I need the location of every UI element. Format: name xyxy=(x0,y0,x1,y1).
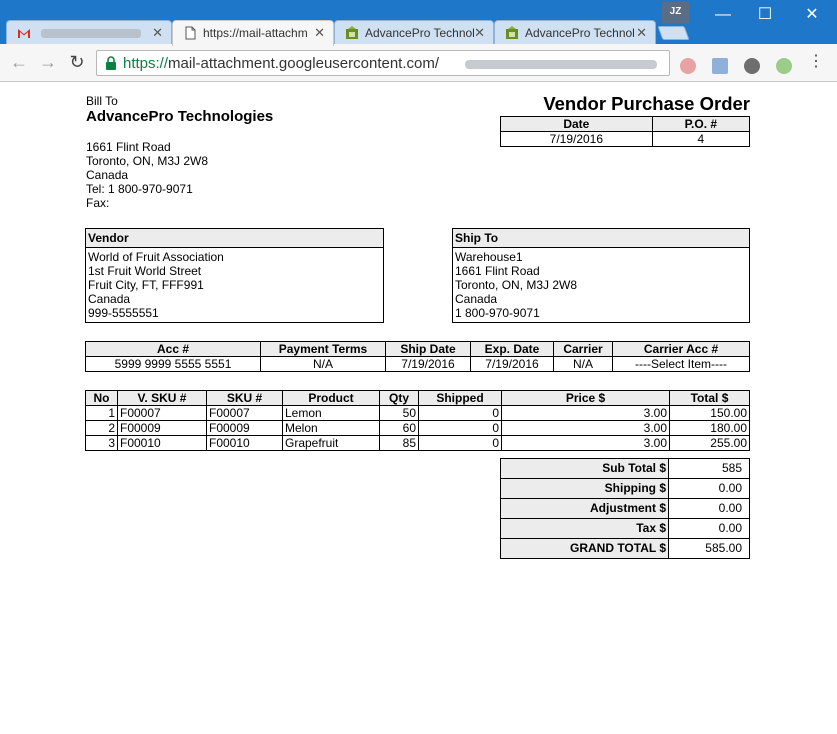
browser-toolbar xyxy=(0,44,837,82)
line-total: 150.00 xyxy=(670,406,750,421)
shipped: 0 xyxy=(419,406,502,421)
tax-value: 0.00 xyxy=(669,519,750,539)
close-icon[interactable]: ✕ xyxy=(314,25,325,40)
shipping-value: 0.00 xyxy=(669,479,750,499)
terms-header: Carrier Acc # xyxy=(613,342,750,357)
line-total: 255.00 xyxy=(670,436,750,451)
profile-button[interactable]: JZ xyxy=(662,2,689,23)
tab-gmail[interactable] xyxy=(6,20,172,45)
ship-date: 7/19/2016 xyxy=(386,357,471,372)
address-line: 999-5555551 xyxy=(88,306,159,320)
items-header: V. SKU # xyxy=(118,391,207,406)
close-icon[interactable]: ✕ xyxy=(152,25,163,40)
new-tab-button[interactable] xyxy=(657,26,689,40)
table-row xyxy=(86,421,750,436)
menu-icon[interactable]: ⋮ xyxy=(808,53,824,70)
price: 3.00 xyxy=(502,436,670,451)
line-total: 180.00 xyxy=(670,421,750,436)
page-icon xyxy=(183,26,197,40)
reload-icon[interactable]: ↻ xyxy=(69,52,85,72)
tab-mail-attachment[interactable] xyxy=(172,20,334,46)
terms-table xyxy=(85,341,750,372)
address-line: Canada xyxy=(86,168,129,182)
po-number: 4 xyxy=(652,132,749,147)
subtotal-label: Sub Total $ xyxy=(501,459,669,479)
table-row xyxy=(86,406,750,421)
address-line: 1661 Flint Road xyxy=(86,140,171,154)
carrier-account-select: ----Select Item---- xyxy=(613,357,750,372)
po-header-table xyxy=(500,116,750,147)
product: Lemon xyxy=(283,406,380,421)
vendor-sku: F00010 xyxy=(118,436,207,451)
address-line: Canada xyxy=(88,292,131,306)
items-header: SKU # xyxy=(207,391,283,406)
advancepro-icon xyxy=(345,26,359,40)
shipped: 0 xyxy=(419,436,502,451)
price: 3.00 xyxy=(502,421,670,436)
extension-icon[interactable] xyxy=(712,58,728,74)
adjustment-value: 0.00 xyxy=(669,499,750,519)
page-title: Vendor Purchase Order xyxy=(543,93,750,114)
url-text xyxy=(123,55,439,72)
tax-row xyxy=(501,519,750,539)
vendor-sku: F00007 xyxy=(118,406,207,421)
items-header: Shipped xyxy=(419,391,502,406)
gmail-icon xyxy=(17,26,31,40)
address-line: 1661 Flint Road xyxy=(455,264,540,278)
address-line: Canada xyxy=(455,292,498,306)
po-date: 7/19/2016 xyxy=(501,132,653,147)
maximize-button[interactable]: ☐ xyxy=(757,6,773,23)
tab-advancepro-2[interactable] xyxy=(494,20,656,45)
grand-total-row xyxy=(501,539,750,559)
terms-header: Acc # xyxy=(86,342,261,357)
sku: F00010 xyxy=(207,436,283,451)
po-number-header: P.O. # xyxy=(652,117,749,132)
items-header: Total $ xyxy=(670,391,750,406)
line-number: 2 xyxy=(86,421,118,436)
line-number: 3 xyxy=(86,436,118,451)
quantity: 60 xyxy=(380,421,419,436)
address-line: Fax: xyxy=(86,196,110,210)
blurred-url-path xyxy=(465,60,657,69)
quantity: 85 xyxy=(380,436,419,451)
tab-label: AdvancePro Technol xyxy=(525,26,635,40)
ship-to-heading: Ship To xyxy=(453,229,749,248)
extension-icon[interactable] xyxy=(744,58,760,74)
close-icon[interactable]: ✕ xyxy=(636,25,647,40)
address-line: 1 800-970-9071 xyxy=(455,306,540,320)
vendor-heading: Vendor xyxy=(86,229,383,248)
tab-advancepro-1[interactable] xyxy=(334,20,494,45)
terms-header: Exp. Date xyxy=(471,342,554,357)
address-line: Warehouse1 xyxy=(455,250,523,264)
shipped: 0 xyxy=(419,421,502,436)
expected-date: 7/19/2016 xyxy=(471,357,554,372)
bill-to-heading: Bill To xyxy=(86,94,118,108)
adjustment-label: Adjustment $ xyxy=(501,499,669,519)
sku: F00007 xyxy=(207,406,283,421)
account-number: 5999 9999 5555 5551 xyxy=(86,357,261,372)
address-bar[interactable] xyxy=(96,50,670,76)
terms-header: Payment Terms xyxy=(261,342,386,357)
lock-icon xyxy=(105,56,117,70)
address-line: Toronto, ON, M3J 2W8 xyxy=(86,154,209,168)
vendor-sku: F00009 xyxy=(118,421,207,436)
shipping-label: Shipping $ xyxy=(501,479,669,499)
close-window-button[interactable]: ✕ xyxy=(805,6,819,23)
payment-terms: N/A xyxy=(261,357,386,372)
bill-to-address xyxy=(86,140,208,210)
date-header: Date xyxy=(501,117,653,132)
price: 3.00 xyxy=(502,406,670,421)
url-host: mail-attachment.googleusercontent.com/ xyxy=(168,55,440,72)
address-line: 1st Fruit World Street xyxy=(88,264,202,278)
shipping-row xyxy=(501,479,750,499)
address-line: Toronto, ON, M3J 2W8 xyxy=(455,278,578,292)
terms-header: Ship Date xyxy=(386,342,471,357)
table-row xyxy=(86,436,750,451)
extension-icon[interactable] xyxy=(680,58,696,74)
purchase-order-document xyxy=(0,83,837,734)
items-header: Product xyxy=(283,391,380,406)
minimize-button[interactable]: — xyxy=(715,6,731,23)
items-header: No xyxy=(86,391,118,406)
product: Melon xyxy=(283,421,380,436)
product: Grapefruit xyxy=(283,436,380,451)
ship-to-box xyxy=(452,228,750,323)
tab-label: AdvancePro Technol xyxy=(365,26,475,40)
terms-header: Carrier xyxy=(554,342,613,357)
url-scheme: https:// xyxy=(123,55,169,72)
address-line: Tel: 1 800-970-9071 xyxy=(86,182,193,196)
address-line: World of Fruit Association xyxy=(88,250,224,264)
advancepro-icon xyxy=(505,26,519,40)
totals-table xyxy=(500,458,750,559)
adjustment-row xyxy=(501,499,750,519)
carrier: N/A xyxy=(554,357,613,372)
vendor-box xyxy=(85,228,384,323)
ship-to-address xyxy=(453,248,749,322)
address-line: Fruit City, FT, FFF991 xyxy=(88,278,204,292)
forward-arrow-icon[interactable]: → xyxy=(39,52,57,72)
quantity: 50 xyxy=(380,406,419,421)
vendor-address xyxy=(86,248,383,322)
grand-total-label: GRAND TOTAL $ xyxy=(501,539,669,559)
extension-icon[interactable] xyxy=(776,58,792,74)
tax-label: Tax $ xyxy=(501,519,669,539)
subtotal-value: 585 xyxy=(669,459,750,479)
grand-total-value: 585.00 xyxy=(669,539,750,559)
items-table xyxy=(85,390,750,451)
browser-titlebar xyxy=(0,0,837,44)
tab-label: https://mail-attachm xyxy=(203,26,308,40)
items-header: Price $ xyxy=(502,391,670,406)
close-icon[interactable]: ✕ xyxy=(474,25,485,40)
sku: F00009 xyxy=(207,421,283,436)
line-number: 1 xyxy=(86,406,118,421)
bill-to-company: AdvancePro Technologies xyxy=(86,108,274,125)
subtotal-row xyxy=(501,459,750,479)
items-header: Qty xyxy=(380,391,419,406)
back-arrow-icon[interactable]: ← xyxy=(10,52,28,72)
blurred-tab-title xyxy=(41,29,141,38)
